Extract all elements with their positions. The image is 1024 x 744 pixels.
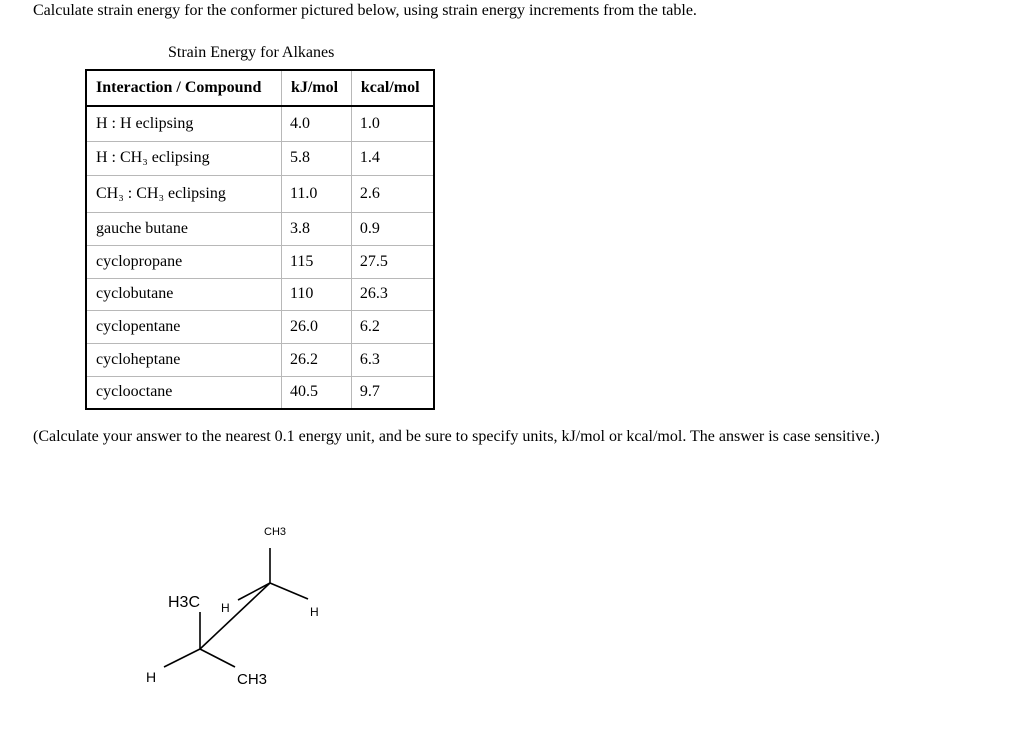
front-left-label: H [146, 669, 157, 685]
row-kj: 115 [281, 245, 351, 278]
header-kj: kJ/mol [281, 70, 351, 106]
row-kcal: 1.0 [351, 106, 434, 141]
row-kcal: 6.2 [351, 310, 434, 343]
row-kj: 4.0 [281, 106, 351, 141]
row-name: cyclobutane [86, 278, 281, 310]
row-name: H : H eclipsing [86, 106, 281, 141]
question-prompt: Calculate strain energy for the conformer pictured below, using strain energy increments from the table. [33, 2, 697, 19]
central-cc-bond [200, 583, 270, 649]
row-name: cyclopropane [86, 245, 281, 278]
back-h-right-bond [270, 583, 308, 599]
row-kcal: 2.6 [351, 175, 434, 212]
back-right-label: H [310, 605, 319, 619]
row-kj: 26.0 [281, 310, 351, 343]
row-name: H : CH₃ eclipsing [86, 141, 281, 175]
front-top-left-label: H3C [168, 594, 201, 611]
back-top-label: CH3 [264, 526, 287, 538]
row-name: cyclooctane [86, 376, 281, 409]
front-h-bond [164, 649, 200, 667]
row-kj: 40.5 [281, 376, 351, 409]
row-kj: 26.2 [281, 343, 351, 376]
row-kcal: 0.9 [351, 212, 434, 245]
answer-instructions: (Calculate your answer to the nearest 0.1 energy unit, and be sure to specify units, kJ/mol or kcal/mol. The answer is case sensitive.) [33, 428, 880, 445]
row-kcal: 27.5 [351, 245, 434, 278]
back-left-label: H [221, 601, 230, 615]
front-right-label: CH3 [237, 671, 268, 688]
row-name: cyclopentane [86, 310, 281, 343]
row-kcal: 9.7 [359, 383, 380, 401]
row-kcal: 26.3 [351, 278, 434, 310]
row-kcal: 1.4 [351, 141, 434, 175]
row-name: CH₃ : CH₃ eclipsing [86, 175, 281, 212]
row-name: gauche butane [86, 212, 281, 245]
row-kj: 11.0 [281, 175, 351, 212]
row-kcal: 6.3 [351, 343, 434, 376]
row-name: cycloheptane [86, 343, 281, 376]
table-caption: Strain Energy for Alkanes [168, 44, 335, 61]
front-ch3-right-bond [200, 649, 235, 667]
row-kj: 5.8 [281, 141, 351, 175]
row-kj: 110 [281, 278, 351, 310]
row-kj: 3.8 [281, 212, 351, 245]
header-kcal: kcal/mol [351, 70, 434, 106]
header-interaction: Interaction / Compound [86, 70, 281, 106]
